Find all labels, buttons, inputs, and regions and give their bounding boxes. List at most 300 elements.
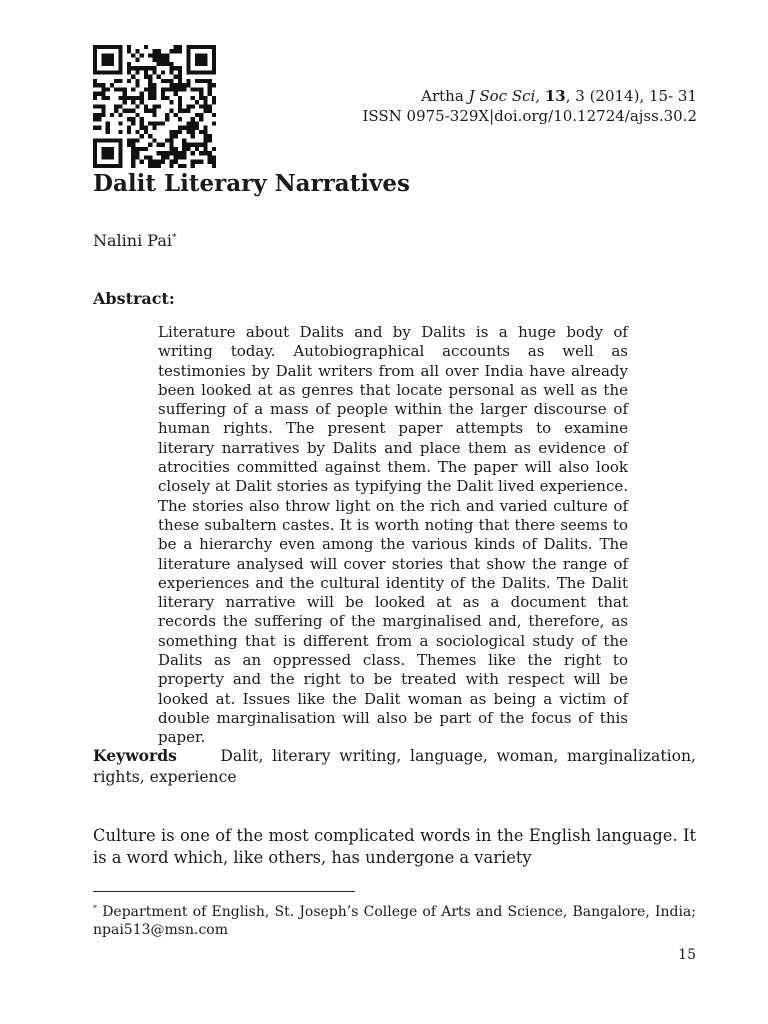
qr-module bbox=[182, 147, 186, 151]
qr-module bbox=[152, 58, 156, 62]
qr-module bbox=[157, 143, 161, 147]
qr-module bbox=[212, 147, 216, 151]
qr-module bbox=[161, 87, 165, 91]
qr-module bbox=[174, 92, 178, 96]
qr-module bbox=[97, 104, 101, 108]
qr-module bbox=[93, 138, 97, 142]
qr-module bbox=[93, 113, 97, 117]
qr-module bbox=[93, 58, 97, 62]
qr-module bbox=[101, 96, 105, 100]
qr-module bbox=[110, 83, 114, 87]
qr-module bbox=[131, 96, 135, 100]
qr-module bbox=[135, 70, 139, 74]
qr-module bbox=[203, 134, 207, 138]
qr-module bbox=[174, 113, 178, 117]
qr-module bbox=[182, 143, 186, 147]
qr-module bbox=[174, 45, 178, 49]
qr-module bbox=[186, 49, 190, 53]
qr-module bbox=[106, 70, 110, 74]
qr-module bbox=[178, 151, 182, 155]
qr-module bbox=[169, 87, 173, 91]
qr-module bbox=[161, 151, 165, 155]
qr-module bbox=[97, 70, 101, 74]
qr-module bbox=[157, 160, 161, 164]
qr-module bbox=[169, 100, 173, 104]
qr-module bbox=[123, 87, 127, 91]
qr-module bbox=[165, 117, 169, 121]
qr-module bbox=[169, 70, 173, 74]
qr-module bbox=[195, 113, 199, 117]
qr-module bbox=[110, 151, 114, 155]
qr-module bbox=[93, 83, 97, 87]
qr-module bbox=[144, 70, 148, 74]
qr-module bbox=[208, 155, 212, 159]
qr-module bbox=[152, 109, 156, 113]
qr-module bbox=[118, 70, 122, 74]
qr-module bbox=[178, 49, 182, 53]
qr-module bbox=[106, 147, 110, 151]
qr-module bbox=[144, 87, 148, 91]
qr-module bbox=[208, 138, 212, 142]
qr-module bbox=[169, 147, 173, 151]
qr-module bbox=[114, 45, 118, 49]
qr-module bbox=[152, 126, 156, 130]
qr-module bbox=[186, 58, 190, 62]
qr-module bbox=[169, 134, 173, 138]
qr-module bbox=[203, 138, 207, 142]
qr-module bbox=[203, 45, 207, 49]
qr-module bbox=[135, 155, 139, 159]
qr-module bbox=[195, 58, 199, 62]
qr-module bbox=[110, 147, 114, 151]
qr-module bbox=[131, 75, 135, 79]
qr-module bbox=[212, 49, 216, 53]
qr-module bbox=[110, 58, 114, 62]
journal-issn-doi: ISSN 0975-329X|doi.org/10.12724/ajss.30.2 bbox=[362, 107, 697, 125]
qr-module bbox=[118, 58, 122, 62]
qr-module bbox=[203, 100, 207, 104]
qr-module bbox=[174, 147, 178, 151]
qr-module bbox=[123, 109, 127, 113]
keywords bbox=[93, 745, 696, 788]
qr-module bbox=[118, 87, 122, 91]
qr-module bbox=[208, 134, 212, 138]
footnote bbox=[93, 900, 696, 939]
footnote-text: Department of English, St. Joseph’s College of Arts and Science, Bangalore, India; npai513@msn.com bbox=[93, 904, 696, 938]
qr-module bbox=[101, 83, 105, 87]
qr-module bbox=[131, 100, 135, 104]
qr-module bbox=[106, 96, 110, 100]
qr-module bbox=[135, 104, 139, 108]
qr-module bbox=[157, 75, 161, 79]
qr-module bbox=[199, 79, 203, 83]
qr-module bbox=[186, 147, 190, 151]
qr-module bbox=[152, 70, 156, 74]
qr-module bbox=[148, 83, 152, 87]
qr-module bbox=[174, 49, 178, 53]
footnote-mark: * bbox=[93, 904, 97, 913]
qr-module bbox=[148, 121, 152, 125]
qr-module bbox=[178, 117, 182, 121]
qr-module bbox=[195, 45, 199, 49]
abstract-text: Literature about Dalits and by Dalits is a huge body of writing today. Autobiographical accounts as well as testimonies by Dalit writers from all over India have already been looked at as genres that locate personal as well as the suffering of a mass of people within the larger discourse of human rights. The present paper attempts to examine literary narratives by Dalits and place them as evidence of atrocities committed against them. The paper will also look closely at Dalit stories as typifying the Dalit lived experience. The stories also throw light on the rich and varied culture of these subaltern castes. It is worth noting that there seems to be a hierarchy even among the various kinds of Dalits. The literature analysed will cover stories that show the range of experiences and the cultural identity of the Dalits. The Dalit literary narrative will be looked at as a document that records the suffering of the marginalised and, therefore, as something that is different from a sociological study of the Dalits as an oppressed class. Themes like the right to property and the right to be treated with respect will be looked at. Issues like the Dalit woman as being a victim of double marginalisation will also be part of the focus of this paper. bbox=[158, 323, 628, 747]
qr-module bbox=[212, 83, 216, 87]
qr-module bbox=[144, 66, 148, 70]
qr-module bbox=[169, 151, 173, 155]
journal-name: Artha bbox=[421, 87, 469, 105]
qr-module bbox=[97, 45, 101, 49]
qr-module bbox=[199, 160, 203, 164]
qr-module bbox=[195, 100, 199, 104]
qr-module bbox=[186, 79, 190, 83]
qr-module bbox=[169, 130, 173, 134]
qr-module bbox=[152, 83, 156, 87]
qr-module bbox=[169, 62, 173, 66]
qr-module bbox=[152, 49, 156, 53]
qr-module bbox=[191, 134, 195, 138]
qr-module bbox=[165, 87, 169, 91]
qr-module bbox=[199, 92, 203, 96]
qr-module bbox=[110, 70, 114, 74]
qr-module bbox=[212, 160, 216, 164]
qr-module bbox=[144, 75, 148, 79]
qr-module bbox=[101, 164, 105, 168]
qr-module bbox=[203, 53, 207, 57]
qr-module bbox=[93, 155, 97, 159]
qr-module bbox=[199, 117, 203, 121]
qr-module bbox=[152, 66, 156, 70]
qr-module bbox=[208, 83, 212, 87]
qr-module bbox=[186, 83, 190, 87]
qr-module bbox=[118, 138, 122, 142]
qr-module bbox=[169, 66, 173, 70]
qr-module bbox=[144, 45, 148, 49]
qr-module bbox=[178, 96, 182, 100]
qr-module bbox=[93, 160, 97, 164]
qr-module bbox=[182, 87, 186, 91]
qr-module bbox=[199, 130, 203, 134]
qr-module bbox=[191, 130, 195, 134]
qr-module bbox=[135, 58, 139, 62]
page-number: 15 bbox=[678, 947, 696, 963]
keywords-text: Dalit, literary writing, language, woman, marginalization, rights, experience bbox=[93, 747, 696, 786]
qr-module bbox=[106, 62, 110, 66]
qr-module bbox=[118, 45, 122, 49]
qr-module bbox=[97, 92, 101, 96]
qr-module bbox=[97, 83, 101, 87]
qr-module bbox=[203, 104, 207, 108]
qr-module bbox=[106, 126, 110, 130]
qr-module bbox=[212, 70, 216, 74]
qr-module bbox=[157, 58, 161, 62]
qr-module bbox=[186, 126, 190, 130]
qr-module bbox=[195, 160, 199, 164]
qr-module bbox=[178, 155, 182, 159]
qr-module bbox=[140, 134, 144, 138]
qr-module bbox=[161, 96, 165, 100]
qr-module bbox=[118, 49, 122, 53]
journal-volume: 13 bbox=[544, 87, 566, 105]
qr-module bbox=[191, 45, 195, 49]
qr-module bbox=[114, 109, 118, 113]
qr-module bbox=[118, 130, 122, 134]
article-title: Dalit Literary Narratives bbox=[93, 170, 411, 197]
qr-module bbox=[135, 83, 139, 87]
qr-module bbox=[135, 66, 139, 70]
qr-module bbox=[157, 121, 161, 125]
qr-module bbox=[93, 92, 97, 96]
qr-module bbox=[144, 155, 148, 159]
qr-module bbox=[106, 53, 110, 57]
qr-module bbox=[152, 160, 156, 164]
qr-module bbox=[199, 87, 203, 91]
qr-module bbox=[203, 143, 207, 147]
qr-module bbox=[148, 160, 152, 164]
qr-module bbox=[191, 160, 195, 164]
qr-module bbox=[152, 164, 156, 168]
qr-module bbox=[195, 87, 199, 91]
qr-module bbox=[208, 151, 212, 155]
qr-module bbox=[182, 83, 186, 87]
qr-module bbox=[101, 151, 105, 155]
qr-module bbox=[195, 53, 199, 57]
qr-module bbox=[93, 164, 97, 168]
qr-module bbox=[199, 53, 203, 57]
qr-module bbox=[106, 87, 110, 91]
qr-module bbox=[157, 53, 161, 57]
qr-module bbox=[191, 104, 195, 108]
journal-citation bbox=[362, 86, 697, 126]
qr-module bbox=[93, 126, 97, 130]
qr-module bbox=[182, 109, 186, 113]
qr-module bbox=[114, 87, 118, 91]
qr-module bbox=[169, 138, 173, 142]
qr-module bbox=[123, 92, 127, 96]
qr-module bbox=[131, 147, 135, 151]
qr-module bbox=[199, 96, 203, 100]
qr-module bbox=[131, 164, 135, 168]
qr-module bbox=[148, 164, 152, 168]
qr-module bbox=[174, 160, 178, 164]
qr-module bbox=[165, 53, 169, 57]
qr-module bbox=[114, 79, 118, 83]
qr-module bbox=[110, 62, 114, 66]
qr-module bbox=[212, 62, 216, 66]
qr-module bbox=[208, 70, 212, 74]
qr-module bbox=[135, 151, 139, 155]
qr-module bbox=[114, 164, 118, 168]
qr-module bbox=[199, 70, 203, 74]
qr-module bbox=[165, 155, 169, 159]
qr-module bbox=[169, 160, 173, 164]
qr-module bbox=[203, 109, 207, 113]
qr-module bbox=[127, 117, 131, 121]
qr-module bbox=[152, 113, 156, 117]
qr-module bbox=[131, 151, 135, 155]
qr-module bbox=[161, 53, 165, 57]
qr-module bbox=[93, 49, 97, 53]
qr-module bbox=[114, 104, 118, 108]
qr-module bbox=[135, 49, 139, 53]
qr-module bbox=[161, 160, 165, 164]
qr-module bbox=[93, 53, 97, 57]
qr-module bbox=[127, 79, 131, 83]
qr-module bbox=[110, 164, 114, 168]
qr-module bbox=[161, 121, 165, 125]
qr-module bbox=[118, 155, 122, 159]
qr-module bbox=[118, 113, 122, 117]
qr-module bbox=[127, 96, 131, 100]
qr-module bbox=[157, 104, 161, 108]
qr-module bbox=[152, 121, 156, 125]
qr-module bbox=[127, 126, 131, 130]
qr-module bbox=[140, 126, 144, 130]
qr-module bbox=[195, 147, 199, 151]
qr-module bbox=[186, 143, 190, 147]
qr-module bbox=[101, 87, 105, 91]
qr-module bbox=[148, 92, 152, 96]
qr-module bbox=[148, 96, 152, 100]
qr-module bbox=[148, 79, 152, 83]
qr-module bbox=[101, 138, 105, 142]
qr-module bbox=[191, 121, 195, 125]
qr-module bbox=[199, 104, 203, 108]
qr-module bbox=[118, 104, 122, 108]
qr-module bbox=[195, 79, 199, 83]
qr-module bbox=[152, 87, 156, 91]
qr-module bbox=[97, 113, 101, 117]
qr-module bbox=[93, 151, 97, 155]
qr-module bbox=[174, 75, 178, 79]
qr-module bbox=[186, 66, 190, 70]
qr-module bbox=[186, 53, 190, 57]
qr-module bbox=[191, 126, 195, 130]
qr-module bbox=[152, 96, 156, 100]
qr-module bbox=[186, 62, 190, 66]
qr-module bbox=[174, 66, 178, 70]
qr-module bbox=[208, 109, 212, 113]
qr-module bbox=[93, 96, 97, 100]
qr-module bbox=[106, 130, 110, 134]
qr-module bbox=[203, 58, 207, 62]
qr-module bbox=[186, 45, 190, 49]
qr-module bbox=[157, 164, 161, 168]
qr-module bbox=[178, 79, 182, 83]
qr-module bbox=[169, 83, 173, 87]
qr-module bbox=[203, 79, 207, 83]
qr-module bbox=[93, 104, 97, 108]
qr-module bbox=[101, 92, 105, 96]
qr-module bbox=[195, 70, 199, 74]
qr-module bbox=[118, 147, 122, 151]
qr-module bbox=[191, 151, 195, 155]
qr-module bbox=[195, 126, 199, 130]
qr-module bbox=[203, 151, 207, 155]
qr-module bbox=[101, 45, 105, 49]
qr-module bbox=[110, 138, 114, 142]
qr-module bbox=[93, 66, 97, 70]
qr-module bbox=[182, 126, 186, 130]
qr-module bbox=[195, 62, 199, 66]
qr-module bbox=[165, 62, 169, 66]
qr-module bbox=[174, 151, 178, 155]
qr-module bbox=[199, 143, 203, 147]
qr-module bbox=[191, 164, 195, 168]
qr-module bbox=[182, 164, 186, 168]
qr-module bbox=[106, 121, 110, 125]
qr-module bbox=[135, 79, 139, 83]
qr-module bbox=[101, 53, 105, 57]
qr-module bbox=[131, 121, 135, 125]
qr-module bbox=[174, 155, 178, 159]
qr-module bbox=[199, 58, 203, 62]
qr-module bbox=[144, 104, 148, 108]
qr-module bbox=[208, 92, 212, 96]
qr-module bbox=[178, 126, 182, 130]
qr-module bbox=[174, 130, 178, 134]
qr-module bbox=[140, 160, 144, 164]
qr-module bbox=[106, 164, 110, 168]
qr-module bbox=[93, 147, 97, 151]
qr-module bbox=[212, 113, 216, 117]
qr-module bbox=[199, 113, 203, 117]
qr-module bbox=[127, 130, 131, 134]
qr-module bbox=[199, 45, 203, 49]
qr-module bbox=[169, 164, 173, 168]
qr-module bbox=[199, 151, 203, 155]
qr-module bbox=[148, 75, 152, 79]
qr-module bbox=[186, 121, 190, 125]
qr-module bbox=[127, 45, 131, 49]
qr-module bbox=[106, 155, 110, 159]
qr-module bbox=[135, 96, 139, 100]
qr-module bbox=[131, 143, 135, 147]
qr-module bbox=[148, 66, 152, 70]
qr-module bbox=[191, 70, 195, 74]
qr-module bbox=[161, 143, 165, 147]
qr-module bbox=[165, 151, 169, 155]
qr-module bbox=[97, 138, 101, 142]
qr-module bbox=[118, 79, 122, 83]
qr-module bbox=[101, 70, 105, 74]
qr-module bbox=[93, 45, 97, 49]
qr-module bbox=[135, 147, 139, 151]
qr-module bbox=[101, 62, 105, 66]
qr-module bbox=[106, 151, 110, 155]
qr-module bbox=[152, 53, 156, 57]
qr-module bbox=[208, 160, 212, 164]
qr-module bbox=[165, 138, 169, 142]
qr-module bbox=[101, 109, 105, 113]
qr-code-graphic bbox=[93, 45, 216, 168]
qr-module bbox=[140, 96, 144, 100]
qr-module bbox=[157, 151, 161, 155]
qr-module bbox=[131, 155, 135, 159]
qr-module bbox=[106, 45, 110, 49]
qr-module bbox=[148, 109, 152, 113]
qr-module bbox=[118, 160, 122, 164]
qr-module bbox=[148, 143, 152, 147]
qr-module bbox=[114, 138, 118, 142]
qr-module bbox=[165, 113, 169, 117]
qr-module bbox=[212, 164, 216, 168]
qr-module bbox=[178, 87, 182, 91]
qr-module bbox=[178, 109, 182, 113]
qr-module bbox=[148, 134, 152, 138]
qr-module bbox=[165, 79, 169, 83]
qr-module bbox=[140, 100, 144, 104]
qr-module bbox=[135, 130, 139, 134]
